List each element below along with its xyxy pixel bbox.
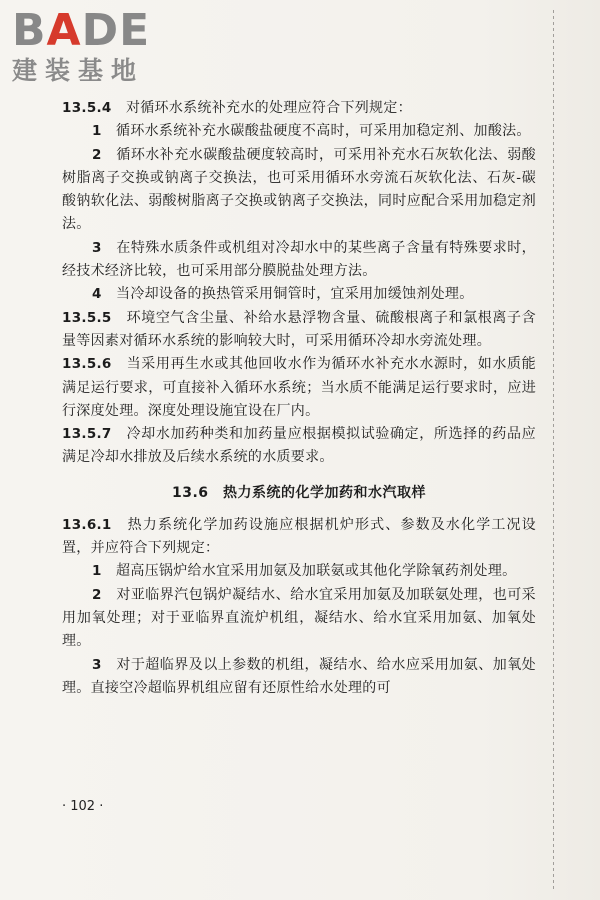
clause: [62, 423, 536, 470]
clause-number: 3: [92, 239, 102, 256]
sub-clause: [62, 283, 536, 306]
section-title: 13.6 热力系统的化学加药和水汽取样: [171, 484, 427, 501]
clause-number: 1: [92, 123, 102, 140]
clause: [62, 514, 536, 561]
sub-clause: [62, 560, 536, 583]
clause-text: 当采用再生水或其他回收水作为循环水补充水水源时，如水质能满足运行要求，可直接补入循环水系统；当水质不能满足运行要求时，应进行深度处理。深度处理设施宜设在厂内。: [62, 356, 536, 419]
logo-letter-a: A: [46, 5, 82, 56]
clause-number: 1: [92, 563, 102, 580]
clause-text: 热力系统化学加药设施应根据机炉形式、参数及水化学工况设置，并应符合下列规定：: [62, 516, 536, 557]
clause-text: 循环水系统补充水碳酸盐硬度不高时，可采用加稳定剂、加酸法。: [116, 123, 531, 140]
clause-text: 超高压锅炉给水宜采用加氨及加联氨或其他化学除氧药剂处理。: [116, 563, 517, 580]
clause-number: 3: [92, 656, 102, 673]
clause-number: 4: [92, 286, 102, 303]
clause-text: 环境空气含尘量、补给水悬浮物含量、硫酸根离子和氯根离子含量等因素对循环水系统的影响较大时，可采用循环冷却水旁流处理。: [62, 309, 536, 349]
clause-text: 对亚临界汽包锅炉凝结水、给水宜采用加氨及加联氨处理，也可采用加氧处理；对于亚临界直流炉机组，凝结水、给水宜采用加氨、加氧处理。: [62, 586, 536, 650]
clause-number: 13.5.4: [62, 100, 112, 116]
logo-wordmark: [12, 5, 174, 56]
sub-clause: [62, 237, 536, 284]
clause: [62, 353, 536, 423]
clause-text: 循环水补充水碳酸盐硬度较高时，可采用补充水石灰软化法、弱酸树脂离子交换或钠离子交换法，也可采用循环水旁流石灰软化法、石灰-碳酸钠软化法、弱酸树脂离子交换或钠离子交换法，同时应配合采用加稳定剂法。: [62, 146, 536, 233]
clause-list-13-6: [62, 514, 536, 700]
page-number: · 102 ·: [62, 799, 104, 814]
sub-clause: [62, 120, 536, 143]
clause-list-13-5: [62, 97, 536, 470]
clause-text: 冷却水加药种类和加药量应根据模拟试验确定，所选择的药品应满足冷却水排放及后续水系统的水质要求。: [62, 426, 536, 466]
clause: [62, 307, 536, 354]
sub-clause: [62, 584, 536, 654]
clause: [62, 97, 536, 120]
clause-text: 当冷却设备的换热管采用铜管时，宜采用加缓蚀剂处理。: [116, 286, 474, 303]
clause-number: 13.5.6: [62, 356, 112, 373]
page-content: [62, 97, 536, 700]
watermark-logo: [12, 5, 174, 86]
sub-clause: [62, 654, 536, 701]
clause-text: 对循环水系统补充水的处理应符合下列规定：: [125, 100, 412, 116]
logo-letters-de: DE: [81, 5, 151, 56]
clause-number: 13.5.5: [62, 309, 112, 326]
clause-number: 2: [92, 146, 102, 163]
logo-letter-b: B: [12, 5, 47, 56]
logo-subtitle: 建装基地: [12, 56, 145, 85]
clause-number: 2: [92, 586, 102, 603]
binding-shadow: [553, 10, 554, 890]
clause-number: 13.5.7: [62, 426, 112, 443]
clause-number: 13.6.1: [62, 516, 112, 533]
clause-text: 在特殊水质条件或机组对冷却水中的某些离子含量有特殊要求时，经技术经济比较，也可采用部分膜脱盐处理方法。: [62, 239, 536, 280]
sub-clause: [62, 144, 536, 237]
clause-text: 对于超临界及以上参数的机组，凝结水、给水应采用加氨、加氧处理。直接空冷超临界机组应留有还原性给水处理的可: [62, 656, 536, 696]
